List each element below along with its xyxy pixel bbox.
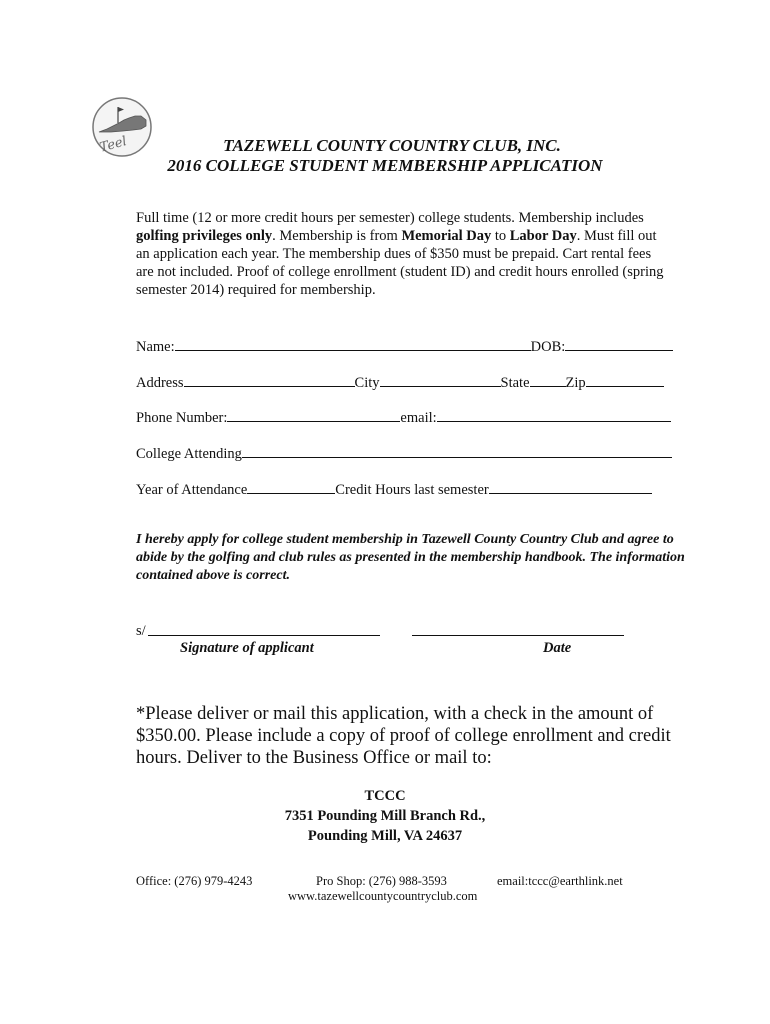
zip-field[interactable] [586,372,664,387]
name-row [136,336,673,356]
city-field[interactable] [380,372,501,387]
intro-paragraph [136,209,666,299]
date-label: Date [543,640,572,656]
office-phone: Office: (276) 979-4243 [136,874,253,888]
year-field[interactable] [247,479,335,494]
address-city: Pounding Mill, VA 24637 [307,828,463,844]
credit-hours-label: Credit Hours last semester [335,482,489,498]
pro-shop-phone: Pro Shop: (276) 988-3593 [316,874,447,888]
signature-field[interactable] [148,634,380,636]
date-field[interactable] [412,634,624,636]
phone-row [136,407,671,427]
page-subtitle: 2016 COLLEGE STUDENT MEMBERSHIP APPLICATION [167,156,603,175]
phone-label: Phone Number: [136,410,228,426]
year-row [136,479,652,499]
intro-bold-memorial-day: Memorial Day [401,228,492,244]
state-label: State [500,375,530,391]
state-field[interactable] [530,372,566,387]
address-row [136,372,664,392]
intro-text-2: . Membership is from [272,228,402,244]
intro-text-3: to [491,228,510,244]
dob-field[interactable] [565,336,673,351]
name-field[interactable] [175,336,531,351]
email-field[interactable] [437,407,671,422]
address-label: Address [136,375,184,391]
intro-text-4: . Must fill out an application each year. The membership dues of $350 must be prepaid. Cart rental fees are not included. Proof of college enrollment (student ID) and credit hours enrolled (spring semester 2014) required for membership. [136,228,664,298]
contact-email[interactable]: email:tccc@earthlink.net [497,874,623,888]
address-name: TCCC [364,788,406,804]
website-link[interactable]: www.tazewellcountycountryclub.com [288,889,478,903]
address-street: 7351 Pounding Mill Branch Rd., [284,808,486,824]
phone-field[interactable] [227,407,400,422]
intro-bold-labor-day: Labor Day [509,228,577,244]
credit-hours-field[interactable] [489,479,652,494]
zip-label: Zip [565,375,586,391]
signature-label: Signature of applicant [180,640,314,656]
college-row [136,443,672,463]
intro-bold-golfing: golfing privileges only [136,228,273,244]
year-label: Year of Attendance [136,482,248,498]
signature-prefix: s/ [136,623,146,639]
city-label: City [354,375,380,391]
email-label: email: [400,410,437,426]
page-title: TAZEWELL COUNTY COUNTRY CLUB, INC. [223,136,561,155]
college-field[interactable] [242,443,672,458]
college-label: College Attending [136,446,242,462]
address-field[interactable] [184,372,355,387]
logo-script-text: Teel [98,134,129,156]
declaration-text: I hereby apply for college student membership in Tazewell County Country Club and agree to abide by the golfing and club rules as presented in the membership handbook. The information contained above is correct. [136,532,685,583]
name-label: Name: [136,339,175,355]
dob-label: DOB: [530,339,566,355]
delivery-instructions: *Please deliver or mail this application, with a check in the amount of $350.00. Please include a copy of proof of college enrollment and credit hours. Deliver to the Business Office or mail to: [136,704,671,768]
intro-text-1: Full time (12 or more credit hours per semester) college students. Membership includes [136,210,644,226]
